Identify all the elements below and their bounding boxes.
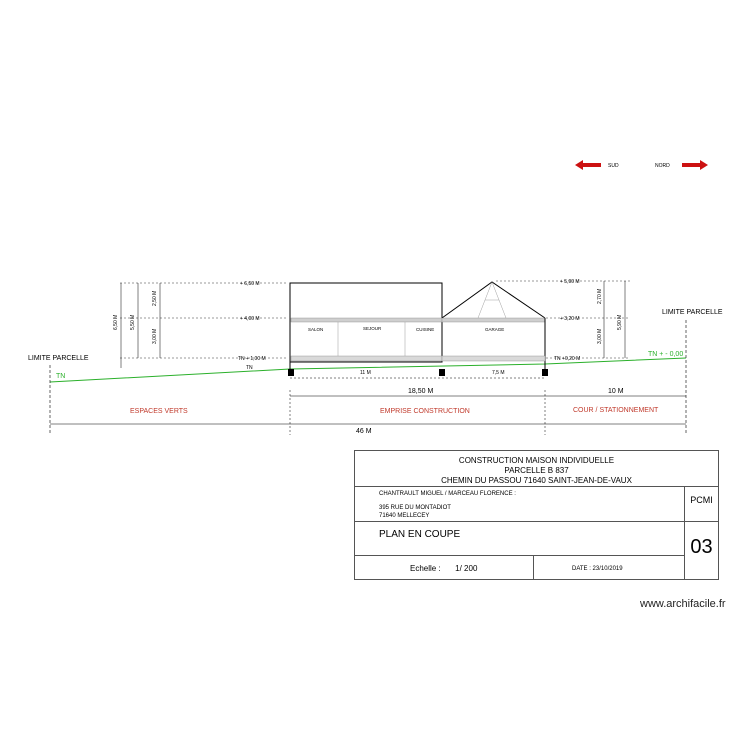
- garage-ceiling-slab: [442, 318, 545, 322]
- document-code: PCMI: [684, 486, 719, 522]
- footing-left: [288, 369, 294, 376]
- project-title-line2: PARCELLE B 837: [504, 466, 569, 475]
- tn-plus-020-label: TN +0,20 M: [554, 356, 581, 362]
- property-limit-right-label: LIMITE PARCELLE: [662, 309, 723, 316]
- zone-cour-stationnement: COUR / STATIONNEMENT: [573, 407, 659, 414]
- north-label: NORD: [655, 163, 670, 169]
- tn-right-label: TN + - 0,00: [648, 351, 684, 358]
- scale-value: 1/ 200: [455, 564, 478, 573]
- level-590-label: + 5,90 M: [560, 279, 580, 285]
- south-arrow-icon: [575, 160, 601, 170]
- room-label-salon: SALON: [308, 327, 324, 332]
- dim-left-top: 2,50 M: [152, 290, 158, 306]
- south-label: SUD: [608, 163, 619, 169]
- span-11m: 11 M: [360, 370, 371, 376]
- dim-left-outer: 6,50 M: [113, 314, 119, 330]
- project-title-box: [354, 450, 719, 487]
- plan-title: PLAN EN COUPE: [354, 521, 685, 556]
- client-city: 71640 MELLECEY: [379, 513, 430, 519]
- tn-left-label: TN: [56, 373, 66, 380]
- house-volume: [290, 283, 442, 362]
- client-address: 395 RUE DU MONTADIOT: [379, 505, 451, 511]
- dim-right-bottom: 3,00 M: [597, 328, 603, 344]
- client-name: CHANTRAULT MIGUEL / MARCEAU FLORENCE :: [379, 491, 516, 497]
- orientation-indicator: [575, 160, 708, 170]
- scale-box: [354, 555, 534, 580]
- footing-right: [542, 369, 548, 376]
- span-10m: 10 M: [608, 388, 624, 395]
- room-label-cuisine: CUISINE: [416, 327, 435, 332]
- building-section: [288, 282, 548, 376]
- title-block: [354, 450, 719, 580]
- date-box: DATE : 23/10/2019: [533, 555, 685, 580]
- tn-plus-100-label: TN + 1,00 M: [238, 356, 266, 362]
- plan-number: 03: [684, 521, 719, 580]
- house-floor-slab: [291, 356, 442, 361]
- level-650-label: + 6,50 M: [240, 281, 260, 287]
- project-title-line3: CHEMIN DU PASSOU 71640 SAINT-JEAN-DE-VAUX: [441, 476, 632, 485]
- property-limit-left-label: LIMITE PARCELLE: [28, 355, 89, 362]
- level-400-label: + 4,00 M: [240, 316, 260, 322]
- dim-right-outer: 5,90 M: [617, 314, 623, 330]
- scale-label: Echelle :: [410, 564, 441, 573]
- north-arrow-icon: [682, 160, 708, 170]
- dim-right-top: 2,70 M: [597, 288, 603, 304]
- watermark: www.archifacile.fr: [640, 598, 726, 610]
- span-75m: 7,5 M: [492, 370, 505, 376]
- zone-emprise-construction: EMPRISE CONSTRUCTION: [380, 408, 470, 415]
- dim-left-bottom: 3,00 M: [152, 328, 158, 344]
- project-title-line1: CONSTRUCTION MAISON INDIVIDUELLE: [458, 456, 615, 465]
- level-320-label: + 3,20 M: [560, 316, 580, 322]
- zone-espaces-verts: ESPACES VERTS: [130, 408, 188, 415]
- client-box: [354, 486, 685, 522]
- span-46m: 46 M: [356, 428, 372, 435]
- footing-mid: [439, 369, 445, 376]
- room-label-garage: GARAGE: [485, 327, 505, 332]
- garage-floor-slab: [442, 356, 545, 361]
- house-ceiling-slab: [291, 318, 442, 322]
- tn-small-label: TN: [246, 365, 253, 371]
- dim-left-mid: 5,50 M: [130, 314, 136, 330]
- span-1850m: 18,50 M: [408, 388, 434, 395]
- room-label-sejour: SEJOUR: [363, 326, 382, 331]
